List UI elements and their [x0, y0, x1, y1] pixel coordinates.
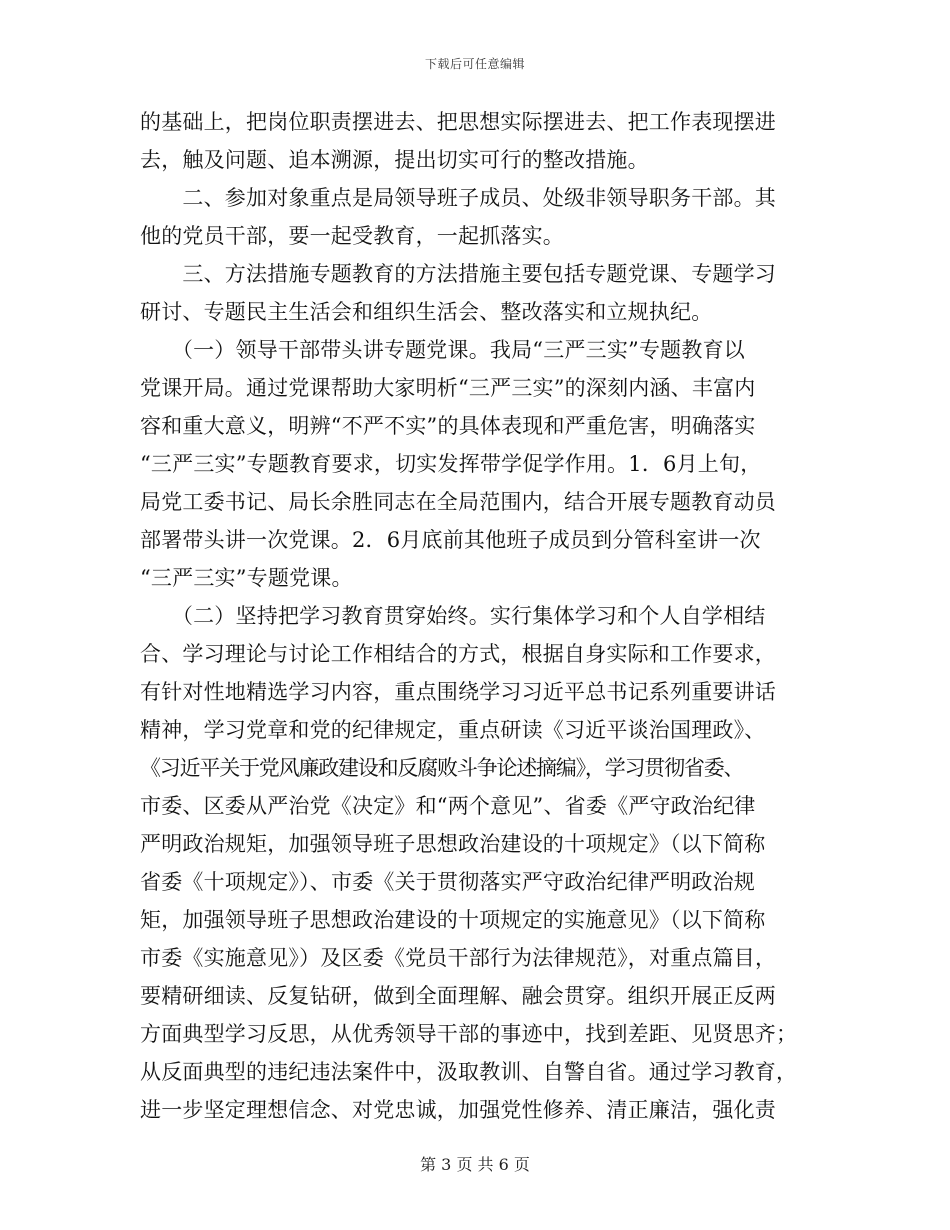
text-line: 局党工委书记、局长余胜同志在全局范围内，结合开展专题教育动员 [140, 490, 776, 514]
text-line: 方面典型学习反思，从优秀领导干部的事迹中，找到差距、见贤思齐； [140, 1022, 798, 1046]
page-footer: 第 3 页 共 6 页 [420, 1155, 530, 1174]
text-line: 二、参加对象重点是局领导班子成员、处级非领导职务干部。其 [140, 186, 776, 210]
text-line: （一）领导干部带头讲专题党课。我局“三严三实”专题教育以 [140, 338, 745, 362]
text-line: 三、方法措施专题教育的方法措施主要包括专题党课、专题学习 [140, 262, 776, 286]
text-line: 去，触及问题、追本溯源，提出切实可行的整改措施。 [140, 148, 649, 172]
text-line: 矩，加强领导班子思想政治建设的十项规定的实施意见》（以下简称 [140, 908, 766, 932]
text-line: 的基础上，把岗位职责摆进去、把思想实际摆进去、把工作表现摆进 [140, 110, 776, 134]
text-line: 他的党员干部，要一起受教育，一起抓落实。 [140, 224, 564, 248]
text-line: 容和重大意义，明辨“不严不实”的具体表现和严重危害，明确落实 [140, 414, 756, 438]
text-line: 精神，学习党章和党的纪律规定，重点研读《习近平谈治国理政》、 [140, 718, 766, 742]
text-line: 进一步坚定理想信念、对党忠诚，加强党性修养、清正廉洁，强化责 [140, 1098, 776, 1122]
text-line: “三严三实”专题党课。 [140, 566, 353, 590]
text-line: 合、学习理论与讨论工作相结合的方式，根据自身实际和工作要求， [140, 642, 776, 666]
text-line: 党课开局。通过党课帮助大家明析“三严三实”的深刻内涵、丰富内 [140, 376, 756, 400]
text-line: 严明政治规矩，加强领导班子思想政治建设的十项规定》（以下简称 [140, 832, 766, 856]
text-line: 市委、区委从严治党《决定》和“两个意见”、省委《严守政治纪律 [140, 794, 756, 818]
text-line: 市委《实施意见》）及区委《党员干部行为法律规范》，对重点篇目， [140, 946, 777, 970]
text-line: 部署带头讲一次党课。2．6月底前其他班子成员到分管科室讲一次 [140, 528, 761, 552]
text-line: 从反面典型的违纪违法案件中，汲取教训、自警自省。通过学习教育， [140, 1060, 798, 1084]
text-line: （二）坚持把学习教育贯穿始终。实行集体学习和个人自学相结 [140, 604, 766, 628]
text-line: 要精研细读、反复钻研，做到全面理解、融会贯穿。组织开展正反两 [140, 984, 776, 1008]
document-body [140, 103, 810, 1129]
text-line: 省委《十项规定》）、市委《关于贯彻落实严守政治纪律严明政治规 [140, 870, 755, 894]
text-line: 《习近平关于党风廉政建设和反腐败斗争论述摘编》，学习贯彻省委、 [140, 756, 744, 780]
text-line: “三严三实”专题教育要求，切实发挥带学促学作用。1．6月上旬， [140, 452, 762, 476]
text-line: 有针对性地精选学习内容，重点围绕学习习近平总书记系列重要讲话 [140, 680, 776, 704]
page-header: 下载后可任意编辑 [424, 57, 525, 71]
text-line: 研讨、专题民主生活会和组织生活会、整改落实和立规执纪。 [140, 300, 713, 324]
